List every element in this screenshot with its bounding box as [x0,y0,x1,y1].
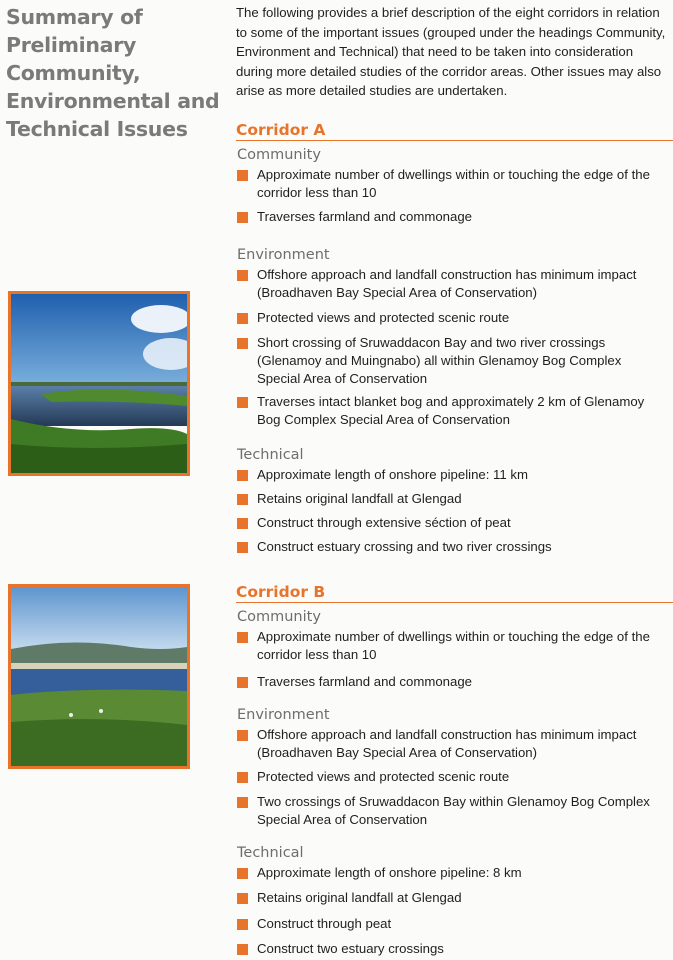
landscape-image [11,587,187,766]
community-heading: Community [237,609,321,625]
community-heading: Community [237,147,321,163]
bullet-icon [237,797,248,808]
technical-heading: Technical [237,845,304,861]
list-item: Construct two estuary crossings [236,940,666,958]
bullet-icon [237,677,248,688]
corridor-b-heading: Corridor B [236,582,673,603]
bullet-icon [237,170,248,181]
list-item: Protected views and protected scenic route [236,768,666,786]
bullet-icon [237,893,248,904]
title-line: Community, [6,61,141,85]
list-item: Offshore approach and landfall construction has minimum impact (Broadhaven Bay Special Area of Conservation) [236,726,666,762]
page-title [6,3,220,143]
bullet-icon [237,313,248,324]
landscape-image [11,294,187,473]
list-item: Approximate length of onshore pipeline: 11 km [236,466,666,484]
bullet-icon [237,730,248,741]
bullet-icon [237,470,248,481]
list-item: Traverses farmland and commonage [236,208,666,226]
environment-heading: Environment [237,247,330,263]
corridor-b-photo [8,584,190,769]
list-item: Retains original landfall at Glengad [236,889,666,907]
list-item: Two crossings of Sruwaddacon Bay within Glenamoy Bog Complex Special Area of Conservation [236,793,666,829]
title-line: Technical Issues [6,117,188,141]
technical-heading: Technical [237,447,304,463]
corridor-a-photo [8,291,190,476]
list-item: Protected views and protected scenic route [236,309,666,327]
bullet-icon [237,632,248,643]
corridor-a-heading: Corridor A [236,120,673,141]
list-item: Approximate number of dwellings within or touching the edge of the corridor less than 10 [236,628,666,664]
bullet-icon [237,518,248,529]
list-item: Traverses farmland and commonage [236,673,666,691]
environment-heading: Environment [237,707,330,723]
bullet-icon [237,212,248,223]
title-line: Preliminary [6,33,137,57]
list-item: Construct through peat [236,915,666,933]
bullet-icon [237,919,248,930]
bullet-icon [237,397,248,408]
title-line: Summary of [6,5,143,29]
intro-paragraph: The following provides a brief description of the eight corridors in relation to some of the important issues (grouped under the headings Community, Environment and Technical) that need to be taken into consideration during more detailed studies of the corridor areas. Other issues may also arise as more detailed studies are undertaken. [236,5,666,98]
list-item: Construct estuary crossing and two river crossings [236,538,666,556]
bullet-icon [237,494,248,505]
bullet-icon [237,868,248,879]
list-item: Approximate number of dwellings within or touching the edge of the corridor less than 10 [236,166,666,202]
bullet-icon [237,944,248,955]
list-item: Offshore approach and landfall construction has minimum impact (Broadhaven Bay Special Area of Conservation) [236,266,666,302]
list-item: Retains original landfall at Glengad [236,490,666,508]
list-item: Short crossing of Sruwaddacon Bay and two river crossings (Glenamoy and Muingnabo) all within Glenamoy Bog Complex Special Area of Conservation [236,334,666,388]
bullet-icon [237,542,248,553]
bullet-icon [237,270,248,281]
list-item: Approximate length of onshore pipeline: 8 km [236,864,666,882]
list-item: Construct through extensive séction of peat [236,514,666,532]
bullet-icon [237,338,248,349]
list-item: Traverses intact blanket bog and approximately 2 km of Glenamoy Bog Complex Special Area of Conservation [236,393,666,429]
bullet-icon [237,772,248,783]
title-line: Environmental and [6,89,220,113]
